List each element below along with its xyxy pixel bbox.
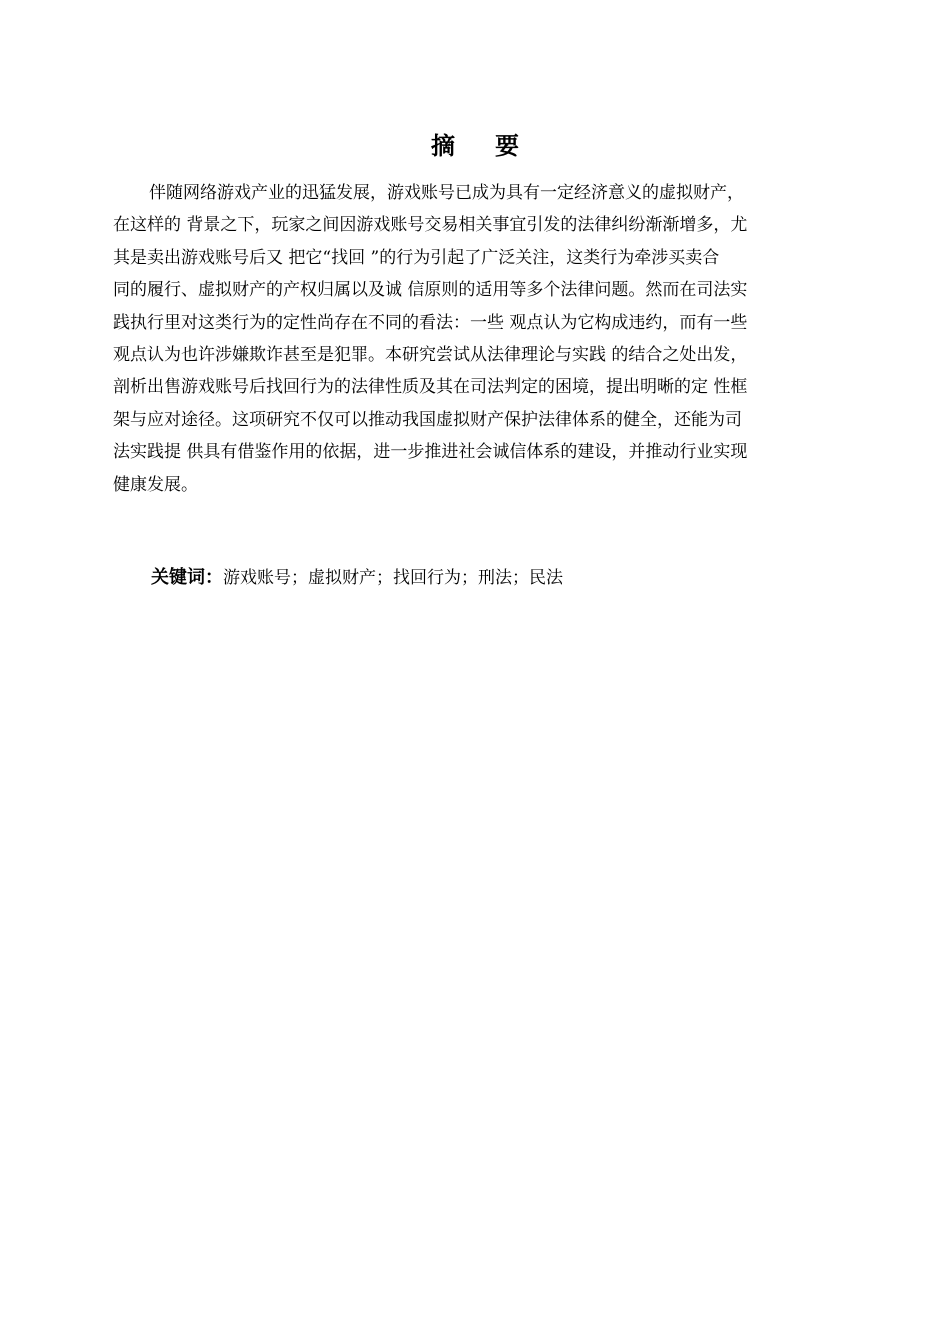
abstract-line: 架与应对途径。这项研究不仅可以推动我国虚拟财产保护法律体系的健全，还能为司 <box>113 409 742 430</box>
abstract-title-part1: 摘 <box>431 132 455 160</box>
abstract-line: 健康发展。 <box>113 474 198 495</box>
keywords-line <box>151 564 563 592</box>
abstract-body <box>113 177 835 501</box>
abstract-line: 法实践提 供具有借鉴作用的依据，进一步推进社会诚信体系的建设，并推动行业实现 <box>113 442 748 463</box>
abstract-line: 同的履行、虚拟财产的产权归属以及诚 信原则的适用等多个法律问题。然而在司法实 <box>113 280 748 301</box>
abstract-line: 践执行里对这类行为的定性尚存在不同的看法：一些 观点认为它构成违约，而有一些 <box>113 312 748 333</box>
keywords-values: 游戏账号；虚拟财产；找回行为；刑法；民法 <box>223 568 563 588</box>
abstract-title-part2: 要 <box>495 132 519 160</box>
abstract-line: 观点认为也许涉嫌欺诈甚至是犯罪。本研究尝试从法律理论与实践 的结合之处出发， <box>113 345 748 366</box>
abstract-line: 剖析出售游戏账号后找回行为的法律性质及其在司法判定的困境，提出明晰的定 性框 <box>113 377 748 398</box>
abstract-line: 伴随网络游戏产业的迅猛发展，游戏账号已成为具有一定经济意义的虚拟财产， <box>149 183 744 203</box>
keywords-label: 关键词： <box>151 567 223 588</box>
abstract-title <box>0 128 950 164</box>
abstract-line: 在这样的 背景之下，玩家之间因游戏账号交易相关事宜引发的法律纠纷渐渐增多，尤 <box>113 215 748 236</box>
abstract-line: 其是卖出游戏账号后又 把它“找回 ”的行为引起了广泛关注，这类行为牵涉买卖合 <box>113 247 720 268</box>
